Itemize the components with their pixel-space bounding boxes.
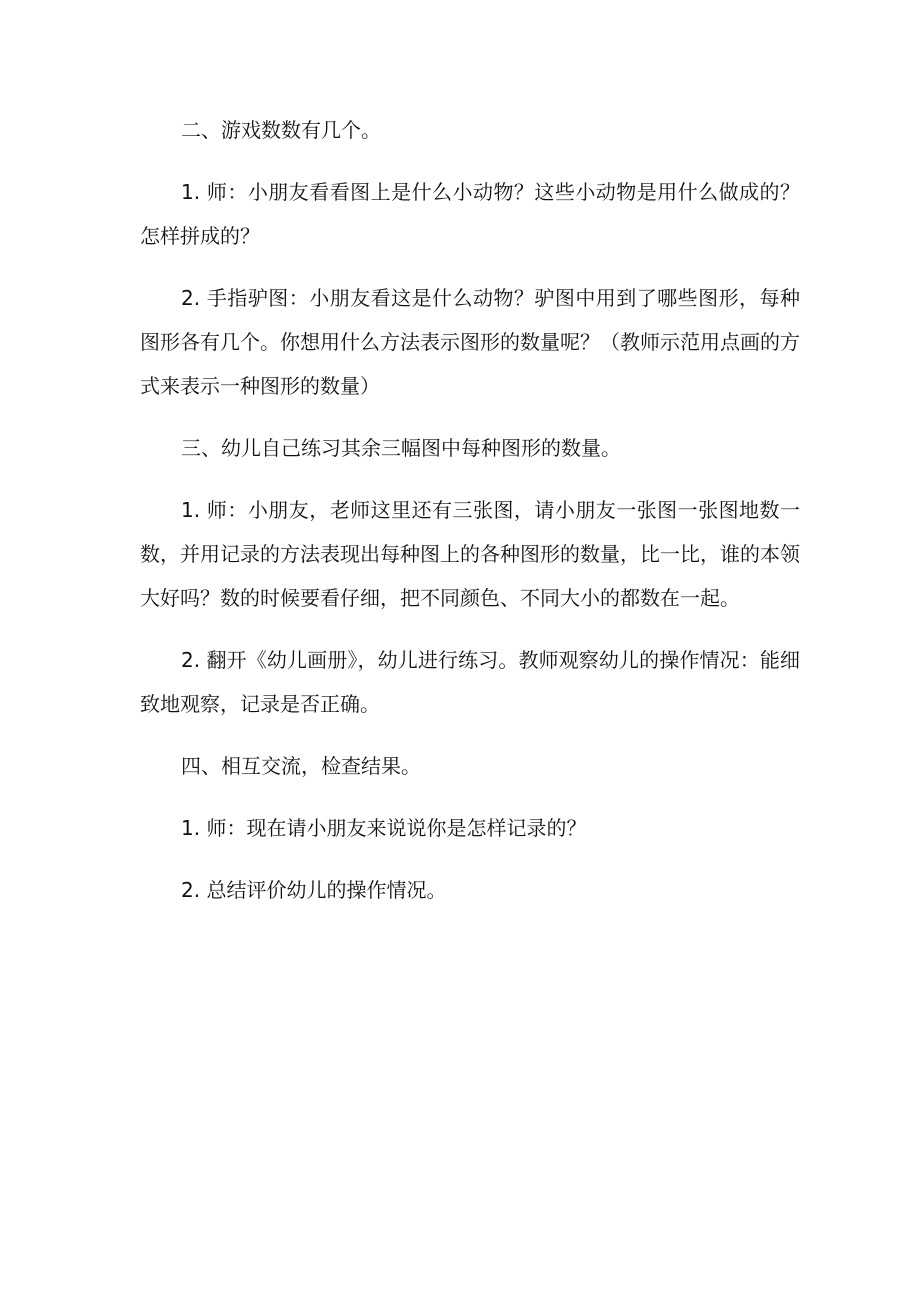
- paragraph-how-recorded: 1. 师：现在请小朋友来说说你是怎样记录的？: [181, 816, 587, 840]
- paragraph-donkey-picture: 2. 手指驴图：小朋友看这是什么动物？驴图中用到了哪些图形，每种图形各有几个。你想用什么方法表示图形的数量呢？（教师示范用点画的方式来表示一种图形的数量）: [140, 286, 800, 398]
- section-heading-game: 二、游戏数数有几个。: [181, 118, 381, 142]
- paragraph-three-pictures: 1. 师：小朋友，老师这里还有三张图，请小朋友一张图一张图地数一数，并用记录的方法表现出每种图上的各种图形的数量，比一比，谁的本领大好吗？数的时候要看仔细，把不同颜色、不同大小的都数在一起。: [140, 498, 800, 610]
- section-heading-practice: 三、幼儿自己练习其余三幅图中每种图形的数量。: [181, 436, 621, 460]
- section-heading-exchange: 四、相互交流，检查结果。: [181, 754, 421, 778]
- paragraph-teacher-question-animals: 1. 师：小朋友看看图上是什么小动物？这些小动物是用什么做成的？怎样拼成的？: [140, 180, 800, 248]
- paragraph-summary: 2. 总结评价幼儿的操作情况。: [181, 878, 447, 902]
- paragraph-picture-book: 2. 翻开《幼儿画册》，幼儿进行练习。教师观察幼儿的操作情况：能细致地观察，记录是否正确。: [140, 648, 800, 716]
- document-body: [140, 108, 800, 930]
